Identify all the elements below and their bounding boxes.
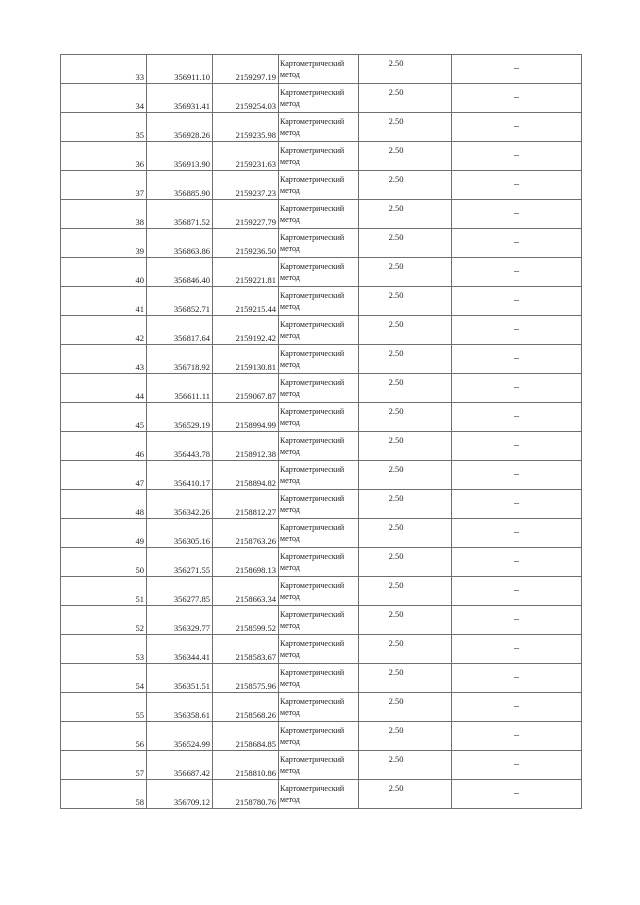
method-cell <box>279 751 359 780</box>
accuracy-cell: 2.50 <box>359 577 452 606</box>
method-line-2: метод <box>280 679 300 688</box>
accuracy-cell: 2.50 <box>359 84 452 113</box>
y-coordinate-cell: 2158568.26 <box>213 693 279 722</box>
accuracy-cell: 2.50 <box>359 606 452 635</box>
point-number-cell: 42 <box>61 316 147 345</box>
y-coordinate-cell: 2159221.81 <box>213 258 279 287</box>
x-coordinate-cell: 356611.11 <box>147 374 213 403</box>
x-coordinate-cell: 356410.17 <box>147 461 213 490</box>
method-line-2: метод <box>280 766 300 775</box>
table-body <box>61 55 582 809</box>
y-coordinate-cell: 2158810.86 <box>213 751 279 780</box>
method-line-2: метод <box>280 157 300 166</box>
accuracy-cell: 2.50 <box>359 519 452 548</box>
x-coordinate-cell: 356271.55 <box>147 548 213 577</box>
x-coordinate-cell: 356329.77 <box>147 606 213 635</box>
y-coordinate-cell: 2159067.87 <box>213 374 279 403</box>
description-cell: – <box>452 142 582 171</box>
method-line-2: метод <box>280 360 300 369</box>
method-line-1: Картометрический <box>280 610 345 619</box>
accuracy-cell: 2.50 <box>359 113 452 142</box>
accuracy-cell: 2.50 <box>359 287 452 316</box>
point-number-cell: 45 <box>61 403 147 432</box>
accuracy-cell: 2.50 <box>359 490 452 519</box>
description-cell: – <box>452 722 582 751</box>
method-line-2: метод <box>280 621 300 630</box>
description-cell: – <box>452 635 582 664</box>
method-cell <box>279 316 359 345</box>
x-coordinate-cell: 356885.90 <box>147 171 213 200</box>
point-number-cell: 33 <box>61 55 147 84</box>
method-cell <box>279 519 359 548</box>
method-cell <box>279 664 359 693</box>
method-cell <box>279 113 359 142</box>
method-cell <box>279 432 359 461</box>
method-cell <box>279 171 359 200</box>
point-number-cell: 58 <box>61 780 147 809</box>
table-row <box>61 258 582 287</box>
y-coordinate-cell: 2159235.98 <box>213 113 279 142</box>
accuracy-cell: 2.50 <box>359 722 452 751</box>
point-number-cell: 50 <box>61 548 147 577</box>
y-coordinate-cell: 2159297.19 <box>213 55 279 84</box>
accuracy-cell: 2.50 <box>359 461 452 490</box>
point-number-cell: 51 <box>61 577 147 606</box>
method-line-2: метод <box>280 447 300 456</box>
description-cell: – <box>452 55 582 84</box>
method-line-2: метод <box>280 505 300 514</box>
point-number-cell: 56 <box>61 722 147 751</box>
y-coordinate-cell: 2159237.23 <box>213 171 279 200</box>
point-number-cell: 39 <box>61 229 147 258</box>
x-coordinate-cell: 356871.52 <box>147 200 213 229</box>
point-number-cell: 46 <box>61 432 147 461</box>
method-line-1: Картометрический <box>280 291 345 300</box>
point-number-cell: 48 <box>61 490 147 519</box>
y-coordinate-cell: 2159227.79 <box>213 200 279 229</box>
x-coordinate-cell: 356277.85 <box>147 577 213 606</box>
method-line-1: Картометрический <box>280 784 345 793</box>
point-number-cell: 54 <box>61 664 147 693</box>
method-line-2: метод <box>280 186 300 195</box>
point-number-cell: 53 <box>61 635 147 664</box>
point-number-cell: 36 <box>61 142 147 171</box>
accuracy-cell: 2.50 <box>359 693 452 722</box>
description-cell: – <box>452 113 582 142</box>
table-row <box>61 722 582 751</box>
table-row <box>61 490 582 519</box>
x-coordinate-cell: 356931.41 <box>147 84 213 113</box>
point-number-cell: 57 <box>61 751 147 780</box>
table-row <box>61 142 582 171</box>
description-cell: – <box>452 84 582 113</box>
method-cell <box>279 258 359 287</box>
method-line-1: Картометрический <box>280 726 345 735</box>
table-row <box>61 403 582 432</box>
description-cell: – <box>452 693 582 722</box>
method-line-1: Картометрический <box>280 465 345 474</box>
method-line-1: Картометрический <box>280 494 345 503</box>
description-cell: – <box>452 171 582 200</box>
table-row <box>61 432 582 461</box>
accuracy-cell: 2.50 <box>359 171 452 200</box>
accuracy-cell: 2.50 <box>359 142 452 171</box>
y-coordinate-cell: 2158780.76 <box>213 780 279 809</box>
accuracy-cell: 2.50 <box>359 374 452 403</box>
method-cell <box>279 287 359 316</box>
table-row <box>61 55 582 84</box>
accuracy-cell: 2.50 <box>359 258 452 287</box>
point-number-cell: 41 <box>61 287 147 316</box>
coordinates-table <box>60 54 582 809</box>
method-line-1: Картометрический <box>280 262 345 271</box>
table-row <box>61 316 582 345</box>
accuracy-cell: 2.50 <box>359 548 452 577</box>
method-line-2: метод <box>280 592 300 601</box>
method-line-2: метод <box>280 128 300 137</box>
method-cell <box>279 55 359 84</box>
method-line-2: метод <box>280 476 300 485</box>
description-cell: – <box>452 432 582 461</box>
description-cell: – <box>452 345 582 374</box>
method-cell <box>279 577 359 606</box>
method-cell <box>279 722 359 751</box>
table-row <box>61 693 582 722</box>
x-coordinate-cell: 356911.10 <box>147 55 213 84</box>
y-coordinate-cell: 2159130.81 <box>213 345 279 374</box>
accuracy-cell: 2.50 <box>359 432 452 461</box>
description-cell: – <box>452 751 582 780</box>
x-coordinate-cell: 356852.71 <box>147 287 213 316</box>
x-coordinate-cell: 356443.78 <box>147 432 213 461</box>
method-cell <box>279 142 359 171</box>
y-coordinate-cell: 2158575.96 <box>213 664 279 693</box>
x-coordinate-cell: 356846.40 <box>147 258 213 287</box>
y-coordinate-cell: 2159231.63 <box>213 142 279 171</box>
table-row <box>61 519 582 548</box>
accuracy-cell: 2.50 <box>359 345 452 374</box>
description-cell: – <box>452 258 582 287</box>
point-number-cell: 43 <box>61 345 147 374</box>
method-line-2: метод <box>280 331 300 340</box>
x-coordinate-cell: 356709.12 <box>147 780 213 809</box>
description-cell: – <box>452 403 582 432</box>
y-coordinate-cell: 2159215.44 <box>213 287 279 316</box>
point-number-cell: 49 <box>61 519 147 548</box>
method-line-1: Картометрический <box>280 320 345 329</box>
method-line-2: метод <box>280 244 300 253</box>
table-row <box>61 287 582 316</box>
accuracy-cell: 2.50 <box>359 664 452 693</box>
method-line-1: Картометрический <box>280 146 345 155</box>
description-cell: – <box>452 229 582 258</box>
table-row <box>61 780 582 809</box>
method-line-2: метод <box>280 650 300 659</box>
description-cell: – <box>452 664 582 693</box>
method-line-1: Картометрический <box>280 117 345 126</box>
table-row <box>61 374 582 403</box>
table-row <box>61 664 582 693</box>
method-line-2: метод <box>280 215 300 224</box>
x-coordinate-cell: 356344.41 <box>147 635 213 664</box>
y-coordinate-cell: 2158763.26 <box>213 519 279 548</box>
method-line-2: метод <box>280 273 300 282</box>
x-coordinate-cell: 356928.26 <box>147 113 213 142</box>
x-coordinate-cell: 356305.16 <box>147 519 213 548</box>
point-number-cell: 47 <box>61 461 147 490</box>
y-coordinate-cell: 2159236.50 <box>213 229 279 258</box>
method-cell <box>279 461 359 490</box>
method-line-1: Картометрический <box>280 523 345 532</box>
accuracy-cell: 2.50 <box>359 316 452 345</box>
point-number-cell: 55 <box>61 693 147 722</box>
description-cell: – <box>452 461 582 490</box>
method-line-2: метод <box>280 418 300 427</box>
x-coordinate-cell: 356718.92 <box>147 345 213 374</box>
method-line-2: метод <box>280 70 300 79</box>
accuracy-cell: 2.50 <box>359 751 452 780</box>
table-row <box>61 635 582 664</box>
method-line-1: Картометрический <box>280 755 345 764</box>
table-row <box>61 200 582 229</box>
point-number-cell: 44 <box>61 374 147 403</box>
x-coordinate-cell: 356687.42 <box>147 751 213 780</box>
method-line-2: метод <box>280 534 300 543</box>
method-cell <box>279 635 359 664</box>
table-row <box>61 461 582 490</box>
accuracy-cell: 2.50 <box>359 403 452 432</box>
description-cell: – <box>452 287 582 316</box>
method-cell <box>279 345 359 374</box>
method-cell <box>279 374 359 403</box>
method-cell <box>279 606 359 635</box>
method-line-2: метод <box>280 302 300 311</box>
accuracy-cell: 2.50 <box>359 55 452 84</box>
method-line-2: метод <box>280 99 300 108</box>
description-cell: – <box>452 519 582 548</box>
method-line-1: Картометрический <box>280 581 345 590</box>
method-line-2: метод <box>280 708 300 717</box>
y-coordinate-cell: 2159192.42 <box>213 316 279 345</box>
method-line-1: Картометрический <box>280 59 345 68</box>
x-coordinate-cell: 356817.64 <box>147 316 213 345</box>
y-coordinate-cell: 2158684.85 <box>213 722 279 751</box>
table-row <box>61 229 582 258</box>
table-row <box>61 113 582 142</box>
x-coordinate-cell: 356351.51 <box>147 664 213 693</box>
method-line-2: метод <box>280 737 300 746</box>
method-line-1: Картометрический <box>280 175 345 184</box>
method-line-1: Картометрический <box>280 552 345 561</box>
x-coordinate-cell: 356913.90 <box>147 142 213 171</box>
accuracy-cell: 2.50 <box>359 780 452 809</box>
y-coordinate-cell: 2158663.34 <box>213 577 279 606</box>
description-cell: – <box>452 374 582 403</box>
x-coordinate-cell: 356524.99 <box>147 722 213 751</box>
method-line-1: Картометрический <box>280 697 345 706</box>
coordinates-sheet <box>60 54 581 809</box>
description-cell: – <box>452 490 582 519</box>
y-coordinate-cell: 2158994.99 <box>213 403 279 432</box>
y-coordinate-cell: 2158812.27 <box>213 490 279 519</box>
point-number-cell: 52 <box>61 606 147 635</box>
method-line-1: Картометрический <box>280 88 345 97</box>
y-coordinate-cell: 2158599.52 <box>213 606 279 635</box>
description-cell: – <box>452 548 582 577</box>
accuracy-cell: 2.50 <box>359 635 452 664</box>
method-cell <box>279 490 359 519</box>
y-coordinate-cell: 2159254.03 <box>213 84 279 113</box>
point-number-cell: 37 <box>61 171 147 200</box>
description-cell: – <box>452 606 582 635</box>
table-row <box>61 345 582 374</box>
description-cell: – <box>452 200 582 229</box>
y-coordinate-cell: 2158894.82 <box>213 461 279 490</box>
method-line-1: Картометрический <box>280 233 345 242</box>
table-row <box>61 548 582 577</box>
method-cell <box>279 403 359 432</box>
description-cell: – <box>452 316 582 345</box>
method-line-1: Картометрический <box>280 436 345 445</box>
description-cell: – <box>452 577 582 606</box>
table-row <box>61 751 582 780</box>
method-cell <box>279 693 359 722</box>
method-cell <box>279 548 359 577</box>
method-line-1: Картометрический <box>280 407 345 416</box>
method-cell <box>279 229 359 258</box>
point-number-cell: 38 <box>61 200 147 229</box>
method-line-2: метод <box>280 389 300 398</box>
point-number-cell: 40 <box>61 258 147 287</box>
y-coordinate-cell: 2158698.13 <box>213 548 279 577</box>
method-cell <box>279 200 359 229</box>
table-row <box>61 606 582 635</box>
method-line-1: Картометрический <box>280 349 345 358</box>
table-row <box>61 171 582 200</box>
method-line-2: метод <box>280 563 300 572</box>
table-row <box>61 577 582 606</box>
x-coordinate-cell: 356342.26 <box>147 490 213 519</box>
x-coordinate-cell: 356529.19 <box>147 403 213 432</box>
method-line-2: метод <box>280 795 300 804</box>
point-number-cell: 35 <box>61 113 147 142</box>
description-cell: – <box>452 780 582 809</box>
x-coordinate-cell: 356358.61 <box>147 693 213 722</box>
method-line-1: Картометрический <box>280 668 345 677</box>
y-coordinate-cell: 2158912.38 <box>213 432 279 461</box>
method-line-1: Картометрический <box>280 639 345 648</box>
method-cell <box>279 780 359 809</box>
y-coordinate-cell: 2158583.67 <box>213 635 279 664</box>
method-cell <box>279 84 359 113</box>
table-row <box>61 84 582 113</box>
accuracy-cell: 2.50 <box>359 229 452 258</box>
method-line-1: Картометрический <box>280 378 345 387</box>
accuracy-cell: 2.50 <box>359 200 452 229</box>
method-line-1: Картометрический <box>280 204 345 213</box>
point-number-cell: 34 <box>61 84 147 113</box>
x-coordinate-cell: 356863.86 <box>147 229 213 258</box>
